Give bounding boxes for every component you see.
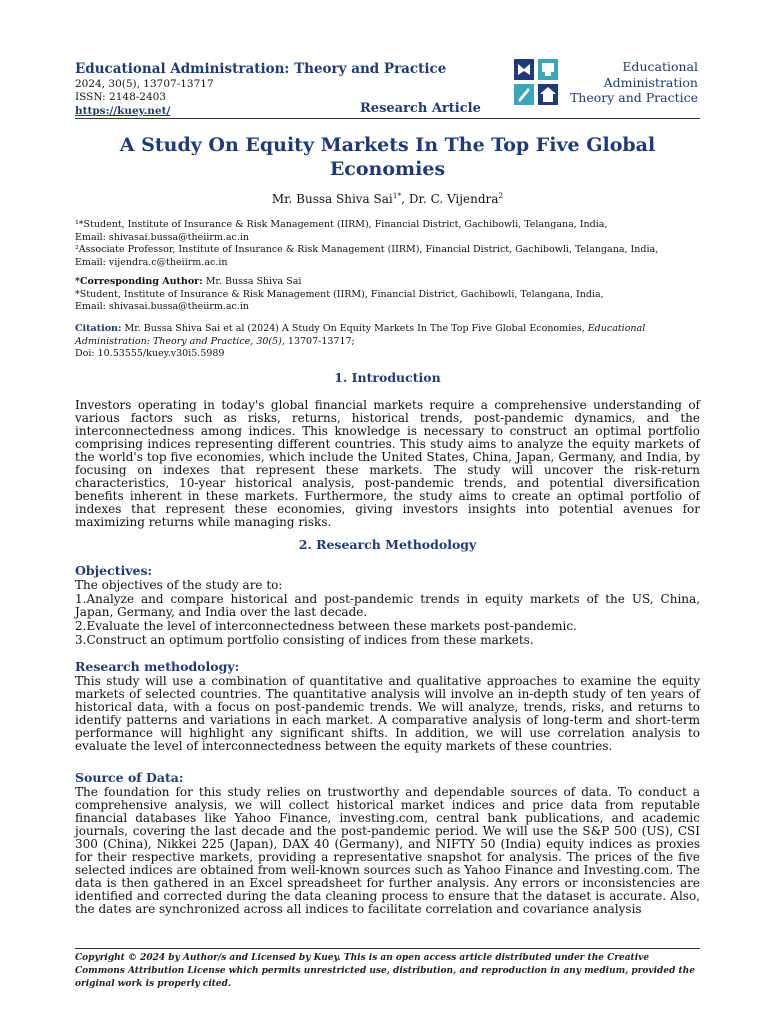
intro-paragraph: Investors operating in today's global financial markets require a comprehensive understanding of various factors such as risks, returns, historical trends, post-pandemic dynamics, and the interconnectedness among indices. This knowledge is necessary to construct an optimal portfolio comprising indices representing different countries. This study aims to analyze the equity markets of the world's top five economies, which include the United States, China, Japan, Germany, and India, by focusing on indexes that represent these markets. The study will uncover the risk-return characteristics, 10-year historical analysis, post-pandemic trends, and potential diversification benefits inherent in these markets. Furthermore, the study aims to create an optimal portfolio of indexes that represent these economies, giving investors insights into potential avenues for maximizing returns while managing risks. [75, 398, 700, 529]
objective-1: 1.Analyze and compare historical and post-pandemic trends in equity markets of the US, China, Japan, Germany, and India over the last decade. [75, 592, 700, 619]
research-methodology-heading: Research methodology: [75, 659, 240, 674]
author-line [100, 191, 675, 206]
citation-pages: 13707-13717; [284, 335, 355, 347]
methodology-heading: 2. Research Methodology [298, 537, 477, 552]
corresponding-label: *Corresponding Author: [75, 276, 203, 287]
objectives-heading: Objectives: [75, 563, 153, 578]
copyright-notice: Copyright © 2024 by Author/s and Licensed by Kuey. This is an open access article distributed under the Creative Commons Attribution License which permits unrestricted use, distribution, and reproduction in any medium, provided the original work is properly cited. [75, 953, 695, 989]
logo-line2: Administration [603, 74, 698, 90]
citation-text: Mr. Bussa Shiva Sai et al (2024) A Study On Equity Markets In The Top Five Global Economies, [121, 323, 588, 334]
author-separator: , [401, 192, 409, 206]
citation-journal: Educational Administration: Theory and Practice, 30(5), [75, 323, 646, 347]
corresponding-name: Mr. Bussa Shiva Sai [202, 276, 302, 287]
journal-url-link[interactable]: https://kuey.net/ [75, 105, 171, 117]
logo-line1: Educational [622, 59, 698, 74]
affiliations [75, 219, 700, 269]
journal-logo [512, 57, 698, 109]
corresponding-email: Email: shivasai.bussa@theiirm.ac.in [75, 301, 250, 312]
source-of-data-heading: Source of Data: [75, 770, 184, 785]
corresponding-affiliation: *Student, Institute of Insurance & Risk Management (IIRM), Financial District, Gachibowli, Telangana, India, [75, 288, 604, 300]
issn: ISSN: 2148-2403 [75, 91, 167, 103]
affiliation-2: ²Associate Professor, Institute of Insurance & Risk Management (IIRM), Financial District, Gachibowli, Telangana, India, [75, 244, 659, 255]
affiliation-1: ¹*Student, Institute of Insurance & Risk Management (IIRM), Financial District, Gachibowli, Telangana, India, [75, 219, 608, 230]
logo-text [564, 59, 698, 106]
corresponding-author-line [75, 276, 700, 289]
author-1: Mr. Bussa Shiva Sai [271, 192, 393, 206]
header-divider [75, 118, 700, 119]
source-of-data-paragraph: The foundation for this study relies on trustworthy and dependable sources of data. To conduct a comprehensive analysis, we will collect historical market indices and price data from reputable financial databases like Yahoo Finance, investing.com, central bank publications, and academic journals, covering the last decade and the post-pandemic period. We will use the S&P 500 (US), CSI 300 (China), Nikkei 225 (Japan), DAX 40 (Germany), and NIFTY 50 (India) equity indices as proxies for their respective markets, providing a representative snapshot for analysis. The prices of the five selected indices are obtained from well-known sources such as Yahoo Finance and Investing.com. The data is then gathered in an Excel spreadsheet for further analysis. Any errors or inconsistencies are identified and corrected during the data cleaning process to ensure that the dataset is accurate. Also, the dates are synchronized across all indices to facilitate correlation and covariance analysis [75, 785, 700, 916]
objectives-intro: The objectives of the study are to: [75, 578, 283, 592]
citation-block [75, 323, 700, 361]
journal-logo-icon [512, 57, 560, 107]
journal-title: Educational Administration: Theory and Practice [75, 61, 447, 77]
objective-3: 3.Construct an optimum portfolio consisting of indices from these markets. [75, 633, 534, 647]
paper-title: A Study On Equity Markets In The Top Five Global Economies [119, 134, 656, 180]
citation-doi: Doi: 10.53555/kuey.v30i5.5989 [75, 348, 225, 359]
affiliation-2-email: Email: vijendra.c@theiirm.ac.in [75, 256, 228, 268]
volume-pages: 2024, 30(5), 13707-13717 [75, 78, 214, 90]
research-methodology-paragraph: This study will use a combination of quantitative and qualitative approaches to examine the equity markets of selected countries. The quantitative analysis will involve an in-depth study of ten years of historical data, with a focus on post-pandemic trends. We will analyze, trends, risks, and returns to identify patterns and variations in each market. A comparative analysis of long-term and short-term performance will highlight any significant shifts. In addition, we will use correlation analysis to evaluate the level of interconnectedness between the equity markets of these countries. [75, 674, 700, 753]
author-1-sup: 1* [392, 191, 402, 200]
author-2-sup: 2 [498, 191, 504, 200]
citation-label: Citation: [75, 323, 122, 334]
author-2: Dr. C. Vijendra [408, 192, 499, 206]
objective-2: 2.Evaluate the level of interconnectedness between these markets post-pandemic. [75, 619, 577, 633]
affiliation-1-email: Email: shivasai.bussa@theiirm.ac.in [75, 231, 250, 243]
article-type: Research Article [360, 101, 481, 116]
footer-divider [75, 948, 700, 949]
intro-heading: 1. Introduction [334, 370, 441, 385]
corresponding-author [75, 276, 700, 314]
logo-line3: Theory and Practice [569, 90, 698, 105]
